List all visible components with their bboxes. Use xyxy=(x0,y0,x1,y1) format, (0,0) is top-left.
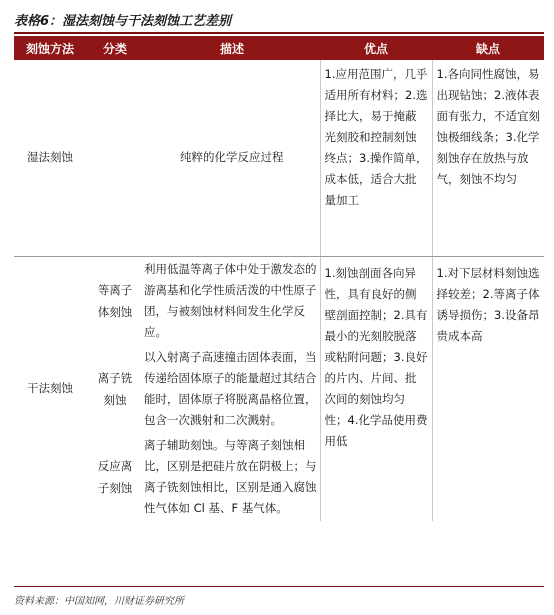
description-cell-ionmill: 以入射离子高速撞击固体表面，当传递给固体原子的能量超过其结合能时，固体原子将脱离晶格位置，包含一次溅射和二次溅射。 xyxy=(144,349,317,427)
class-label-rie: 反应离子刻蚀 xyxy=(97,458,133,495)
header-cons: 缺点 xyxy=(432,36,544,60)
pros-cell-dry: 1.刻蚀剖面各向异性，具有良好的侧壁剖面控制；2.具有最小的光刻胶脱落或粘附问题；3.良好的片内、片间、批次间的刻蚀均匀性；4.化学品使用费用低 xyxy=(320,256,432,521)
cons-cell-wet: 1.各向同性腐蚀，易出现钻蚀；2.液体表面有张力，不适宜刻蚀极细线条；3.化学刻蚀存在放热与放气，刻蚀不均匀 xyxy=(432,60,544,256)
source-rule xyxy=(14,586,544,587)
class-label-plasma: 等离子体刻蚀 xyxy=(97,282,133,319)
pros-cell-wet: 1.应用范围广，几乎适用所有材料；2.选择比大，易于掩蔽光刻胶和控制刻蚀终点；3.操作简单，成本低，适合大批量加工 xyxy=(320,60,432,256)
class-cell-rie xyxy=(86,433,144,521)
class-cell-plasma xyxy=(86,256,144,345)
description-cell-plasma: 利用低温等离子体中处于激发态的游离基和化学性质活泼的中性原子团，与被刻蚀材料间发生化学反应。 xyxy=(144,261,317,339)
comparison-table xyxy=(14,36,544,521)
method-cell-dry: 干法刻蚀 xyxy=(27,381,73,395)
description-cell-wet: 纯粹的化学反应过程 xyxy=(144,60,320,256)
table-row-dry-plasma xyxy=(14,256,544,345)
header-pros: 优点 xyxy=(320,36,432,60)
title-rule xyxy=(14,32,544,34)
class-cell-ionmill xyxy=(86,345,144,433)
cons-cell-dry: 1.对下层材料刻蚀选择较差；2.等离子体诱导损伤；3.设备昂贵成本高 xyxy=(432,256,544,521)
header-row xyxy=(14,36,544,60)
source-note: 资料来源：中国知网，川财证券研究所 xyxy=(14,596,184,607)
table-title: 表格6：湿法刻蚀与干法刻蚀工艺差别 xyxy=(14,14,232,29)
method-cell-wet: 湿法刻蚀 xyxy=(14,60,86,256)
description-cell-rie: 离子辅助刻蚀。与等离子刻蚀相比，区别是把硅片放在阴极上；与离子铣刻蚀相比，区别是通入腐蚀性气体如 Cl 基、F 基气体。 xyxy=(144,437,317,515)
class-label-ionmill: 离子铣刻蚀 xyxy=(97,370,133,407)
header-class: 分类 xyxy=(86,36,144,60)
header-description: 描述 xyxy=(144,36,320,60)
table-row-wet xyxy=(14,60,544,256)
class-cell-wet xyxy=(86,60,144,256)
header-method: 刻蚀方法 xyxy=(14,36,86,60)
